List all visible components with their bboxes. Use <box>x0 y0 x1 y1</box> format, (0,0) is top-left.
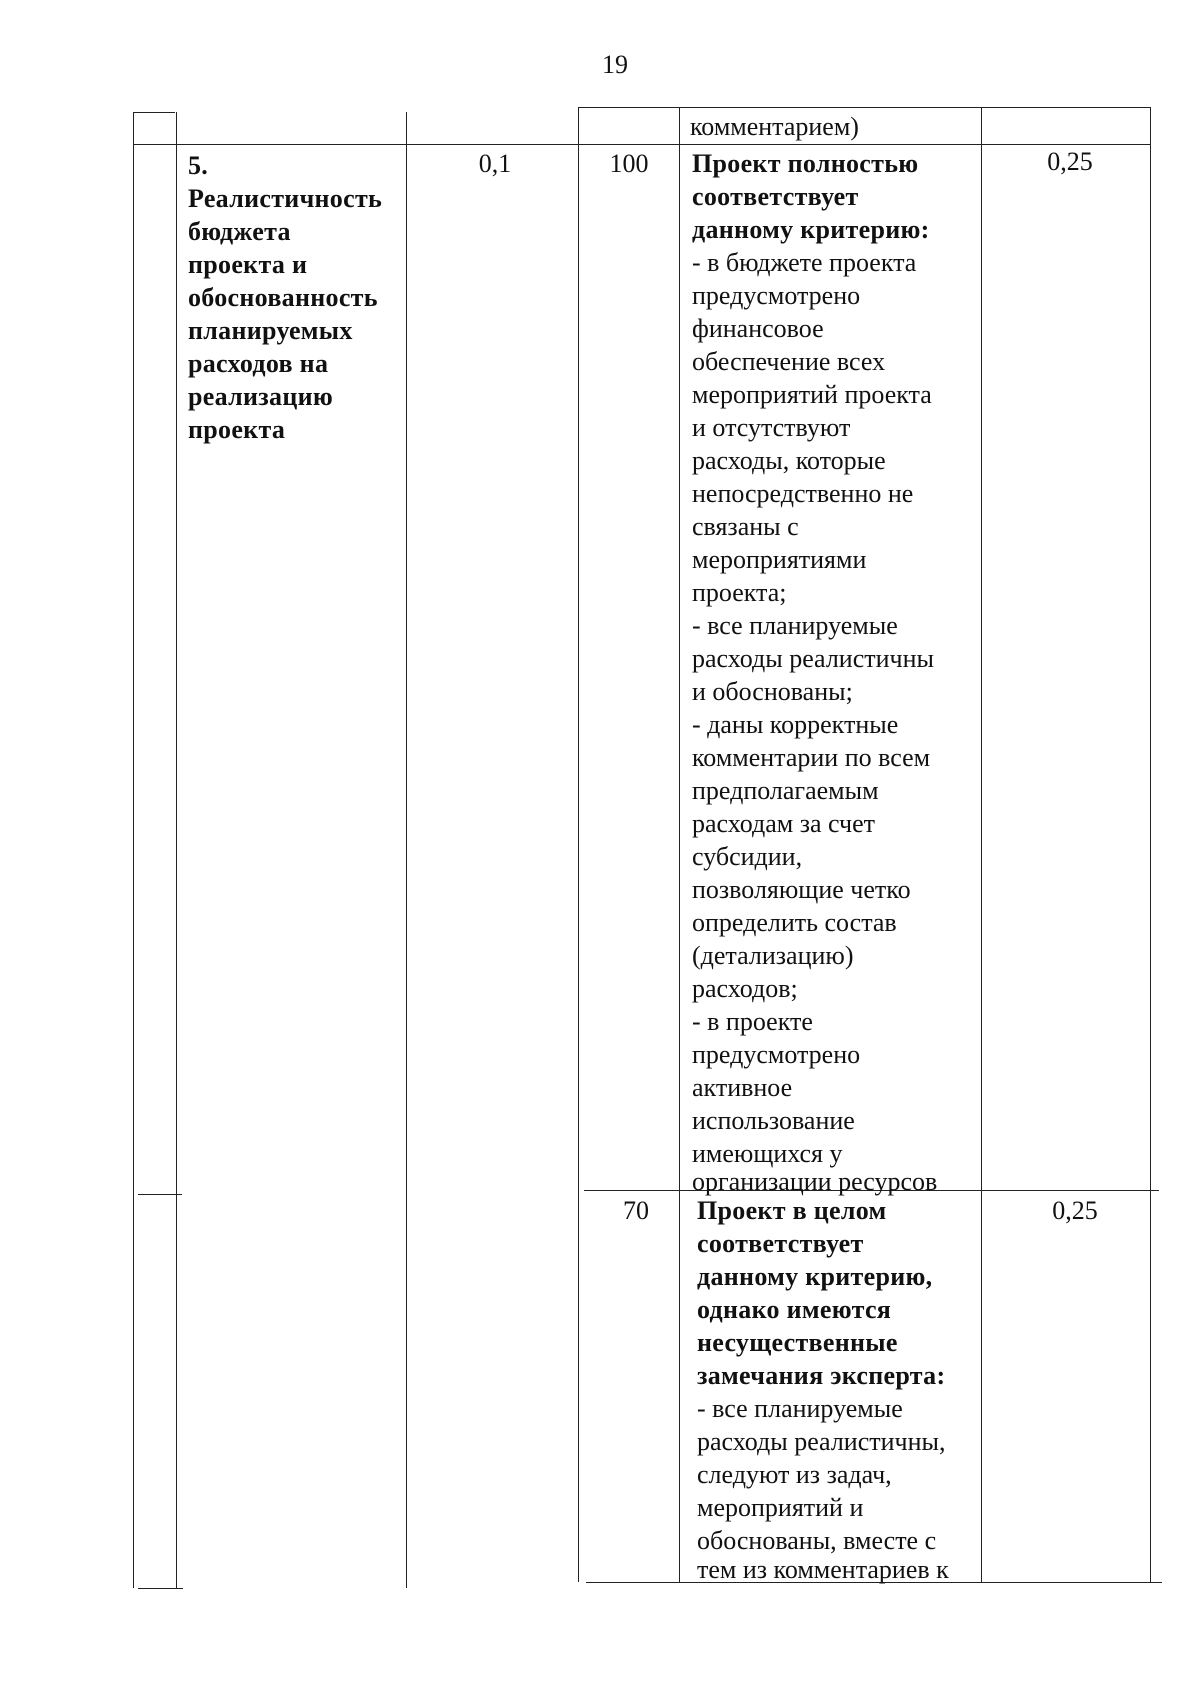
criterion-title-line: проекта <box>188 415 286 444</box>
level-body-line: обеспечение всех <box>692 347 886 376</box>
table-top-border-left <box>133 112 175 113</box>
criterion-title-line: Реалистичность <box>188 184 383 213</box>
level-body-line: расходов; <box>692 974 798 1003</box>
row-separator-1 <box>133 144 1150 145</box>
level-score: 100 <box>609 149 649 178</box>
criterion-weight: 0,1 <box>478 149 512 178</box>
level-body-line: активное <box>692 1073 793 1102</box>
level-body-line: - в проекте <box>692 1007 813 1036</box>
level-heading-line: соответствует <box>697 1229 864 1258</box>
criterion-title-line: планируемых <box>188 316 353 345</box>
page-number: 19 <box>602 50 628 79</box>
level-body-line: мероприятиями <box>692 545 867 574</box>
level-body-line: финансовое <box>692 314 824 343</box>
level-heading-line: несущественные <box>697 1328 898 1357</box>
level-body-line: непосредственно не <box>692 479 914 508</box>
level-body-line: - все планируемые <box>697 1394 903 1423</box>
level-body-line: расходы реалистичны, <box>697 1427 946 1456</box>
criterion-title-line: расходов на <box>188 349 329 378</box>
criterion-title-line: 5. <box>188 151 209 180</box>
level-coefficient: 0,25 <box>1052 1196 1098 1225</box>
level-body-line: позволяющие четко <box>692 875 911 904</box>
level-body-line: организации ресурсов <box>692 1167 938 1196</box>
continuation-text: комментарием) <box>690 112 859 141</box>
level-body-line: предусмотрено <box>692 1040 861 1069</box>
level-heading-line: данному критерию, <box>697 1262 933 1291</box>
level-body-line: - в бюджете проекта <box>692 248 917 277</box>
level-score: 70 <box>623 1196 649 1225</box>
level-body-line: и отсутствуют <box>692 413 851 442</box>
level-body-line: имеющихся у <box>692 1139 843 1168</box>
level-body-line: - даны корректные <box>692 710 899 739</box>
level-body-line: мероприятий проекта <box>692 380 932 409</box>
col-line-6 <box>1150 107 1151 1582</box>
level-body-line: использование <box>692 1106 855 1135</box>
level-body-line: субсидии, <box>692 842 803 871</box>
col-line-5 <box>981 107 982 1582</box>
col-line-4 <box>679 107 680 1582</box>
level-coefficient: 0,25 <box>1047 147 1093 176</box>
level-body-line: расходы реалистичны <box>692 644 934 673</box>
level-body-line: предполагаемым <box>692 776 879 805</box>
level-heading-line: Проект в целом <box>697 1196 887 1225</box>
level-body-line: расходы, которые <box>692 446 886 475</box>
level-heading-line: однако имеются <box>697 1295 892 1324</box>
criterion-title-line: обоснованность <box>188 283 378 312</box>
level-body-line: (детализацию) <box>692 941 854 970</box>
level-body-line: - все планируемые <box>692 611 898 640</box>
level-heading-line: соответствует <box>692 182 859 211</box>
level-heading-line: Проект полностью <box>692 149 919 178</box>
criterion-title-line: реализацию <box>188 382 334 411</box>
level-body-line: проекта; <box>692 578 787 607</box>
table-top-border-right <box>578 107 1150 108</box>
level-body-line: и обоснованы; <box>692 677 853 706</box>
col-line-2 <box>406 112 407 1588</box>
level-heading-line: данному критерию: <box>692 215 930 244</box>
table-bottom-border-left <box>138 1588 183 1589</box>
level-body-line: определить состав <box>692 908 897 937</box>
col-line-0 <box>133 112 134 1588</box>
level-body-line: комментарии по всем <box>692 743 931 772</box>
level-body-line: мероприятий и <box>697 1493 864 1522</box>
level-body-line: следуют из задач, <box>697 1460 892 1489</box>
col-line-1 <box>176 112 177 1588</box>
level-body-line: тем из комментариев к <box>697 1555 949 1584</box>
level-heading-line: замечания эксперта: <box>697 1361 946 1390</box>
level-body-line: предусмотрено <box>692 281 861 310</box>
level-body-line: обоснованы, вместе с <box>697 1526 937 1555</box>
criterion-title-line: проекта и <box>188 250 308 279</box>
level-body-line: расходам за счет <box>692 809 876 838</box>
level-body-line: связаны с <box>692 512 799 541</box>
criterion-title-line: бюджета <box>188 217 291 246</box>
col-line-3 <box>578 107 579 1582</box>
